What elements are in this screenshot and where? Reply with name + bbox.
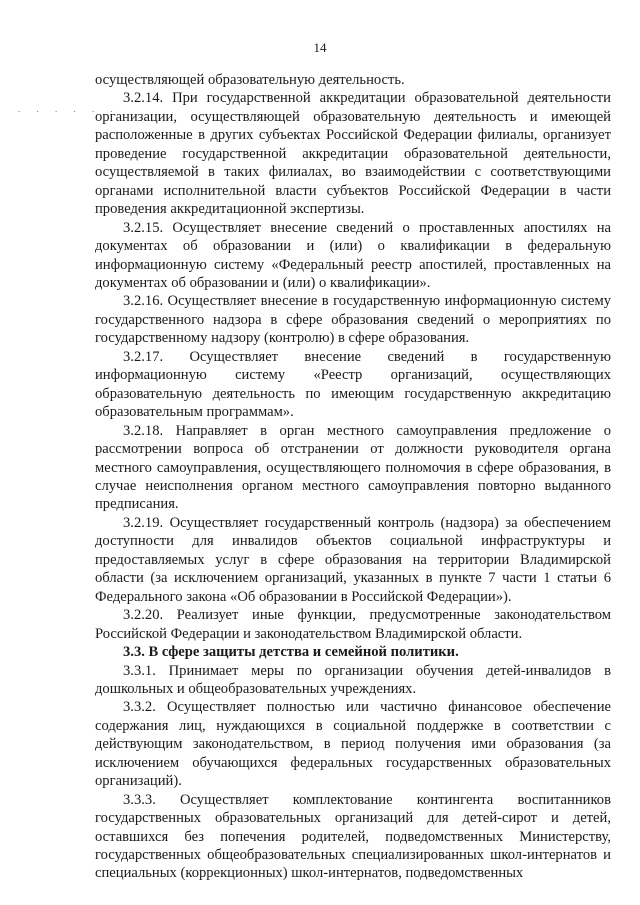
paragraph-continuation: осуществляющей образовательную деятельность.	[95, 72, 405, 88]
scan-margin-marks: . . . . . .	[18, 104, 120, 114]
page-number: 14	[313, 40, 327, 55]
paragraph-3-2-19: 3.2.19. Осуществляет государственный контроль (надзора) за обеспечением доступности для инвалидов объектов социальной инфраструктуры и предоставляемых услуг в сфере образования на территории Владимирской области (за исключением организаций, указанных в пункте 7 части 1 статьи 6 Федерального закона «Об образовании в Российской Федерации»).	[95, 514, 611, 605]
paragraph-3-2-17: 3.2.17. Осуществляет внесение сведений в государственную информационную систему «Реестр организаций, осуществляющих образовательную деятельность по имеющим государственную аккредитацию образовательным программам».	[95, 348, 611, 421]
paragraph-3-2-18: 3.2.18. Направляет в орган местного самоуправления предложение о рассмотрении вопроса об отстранении от должности руководителя органа местного самоуправления, осуществляющего полномочия в сфере образования, в случае неисполнения органом местного самоуправления повторно выданного предписания.	[95, 422, 611, 513]
paragraph-3-3-2: 3.3.2. Осуществляет полностью или частично финансовое обеспечение содержания лиц, нуждающихся в социальной поддержке в соответствии с действующим законодательством, в период получения ими образования (за исключением обучающихся федеральных государственных образовательных организаций).	[95, 699, 611, 790]
paragraph-3-2-20: 3.2.20. Реализует иные функции, предусмотренные законодательством Российской Федерации и законодательством Владимирской области.	[95, 607, 611, 642]
document-body	[95, 71, 611, 883]
paragraph-3-2-14: 3.2.14. При государственной аккредитации образовательной деятельности организации, осуществляющей образовательную деятельность и имеющей расположенные в других субъектах Российской Федерации филиалы, организует проведение государственной аккредитации образовательной деятельности, осуществляемой в таких филиалах, во взаимодействии с соответствующими органами исполнительной власти субъектов Российской Федерации в части проведения аккредитационной экспертизы.	[95, 90, 611, 218]
paragraph-3-2-15: 3.2.15. Осуществляет внесение сведений о проставленных апостилях на документах об образовании и (или) о квалификации в федеральную информационную систему «Федеральный реестр апостилей, проставленных на документах об образовании и (или) о квалификации».	[95, 219, 611, 291]
paragraph-3-2-16: 3.2.16. Осуществляет внесение в государственную информационную систему государственного надзора в сфере образования сведений о мероприятиях по государственному надзору (контролю) в сфере образования.	[95, 293, 611, 347]
paragraph-3-3-1: 3.3.1. Принимает меры по организации обучения детей-инвалидов в дошкольных и общеобразовательных учреждениях.	[95, 662, 611, 697]
section-heading-3-3: 3.3. В сфере защиты детства и семейной политики.	[123, 644, 459, 661]
paragraph-3-3-3: 3.3.3. Осуществляет комплектование контингента воспитанников государственных образовательных организаций для детей-сирот и детей, оставшихся без попечения родителей, подведомственных Министерству, государственных общеобразовательных специализированных школ-интернатов и специальных (коррекционных) школ-интернатов, подведомственных	[95, 791, 611, 882]
